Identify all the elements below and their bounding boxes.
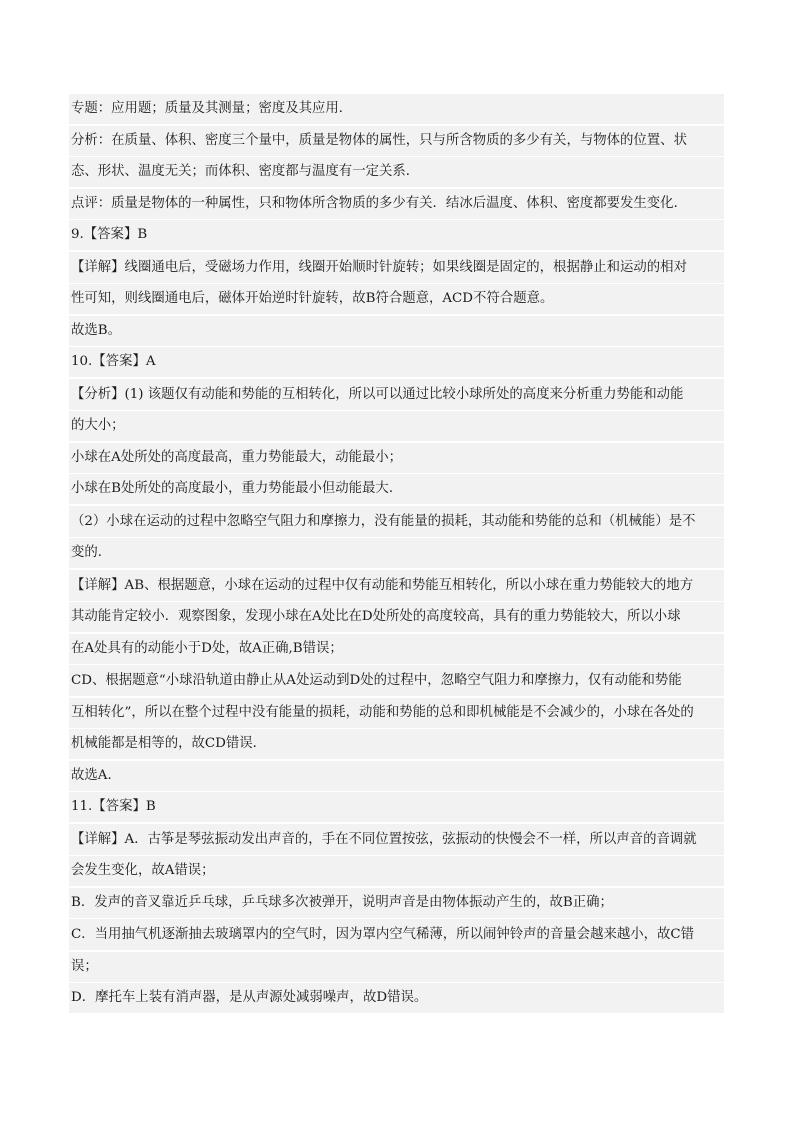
text-line: 小球在A处所处的高度最高，重力势能最大，动能最小； (69, 443, 724, 473)
answer-heading: 10.【答案】A (69, 347, 724, 377)
text-line: 变的． (69, 538, 724, 568)
text-line: 小球在B处所处的高度最小，重力势能最小但动能最大． (69, 474, 724, 504)
text-line: 在A处具有的动能小于D处，故A正确,B错误； (69, 634, 724, 664)
answer-explanations (69, 94, 724, 1015)
text-line: 态、形状、温度无关；而体积、密度都与温度有一定关系． (69, 157, 724, 187)
text-line: 分析：在质量、体积、密度三个量中，质量是物体的属性，只与所含物质的多少有关，与物体的位置、状 (69, 126, 724, 156)
text-line: 【详解】线圈通电后，受磁场力作用，线圈开始顺时针旋转；如果线圈是固定的，根据静止和运动的相对 (69, 252, 724, 283)
text-line: 性可知，则线圈通电后，磁体开始逆时针旋转，故B符合题意，ACD不符合题意。 (69, 284, 724, 314)
text-line: 【详解】A．古筝是琴弦振动发出声音的，手在不同位置按弦，弦振动的快慢会不一样，所以声音的音调就 (69, 824, 724, 855)
text-line: C．当用抽气机逐渐抽去玻璃罩内的空气时，因为罩内空气稀薄，所以闹钟铃声的音量会越来越小，故C错 (69, 919, 724, 950)
answer-heading: 9.【答案】B (69, 220, 724, 250)
text-line: （2）小球在运动的过程中忽略空气阻力和摩擦力，没有能量的损耗，其动能和势能的总和（机械能）是不 (69, 506, 724, 537)
answer-heading: 11.【答案】B (69, 792, 724, 822)
text-line: 机械能都是相等的，故CD错误． (69, 729, 724, 759)
text-line: 会发生变化，故A错误； (69, 856, 724, 886)
text-line: 误； (69, 952, 724, 982)
text-line: D．摩托车上装有消声器，是从声源处减弱噪声，故D错误。 (69, 983, 724, 1013)
text-line: 点评：质量是物体的一种属性，只和物体所含物质的多少有关．结冰后温度、体积、密度都要发生变化． (69, 189, 724, 219)
text-line: 故选A． (69, 761, 724, 791)
text-line: 其动能肯定较小．观察图象，发现小球在A处比在D处所处的高度较高，具有的重力势能较大，所以小球 (69, 602, 724, 632)
text-line: B．发声的音叉靠近乒乓球，乒乓球多次被弹开，说明声音是由物体振动产生的，故B正确； (69, 888, 724, 918)
text-line: 【分析】(1) 该题仅有动能和势能的互相转化，所以可以通过比较小球所处的高度来分析重力势能和动能 (69, 379, 724, 410)
text-line: 【详解】AB、根据题意，小球在运动的过程中仅有动能和势能互相转化，所以小球在重力势能较大的地方 (69, 570, 724, 601)
text-line: 故选B。 (69, 316, 724, 346)
text-line: 的大小； (69, 411, 724, 441)
text-line: 互相转化”，所以在整个过程中没有能量的损耗，动能和势能的总和即机械能是不会减少的，小球在各处的 (69, 698, 724, 728)
text-line: 专题：应用题；质量及其测量；密度及其应用． (69, 94, 724, 124)
text-line: CD、根据题意“小球沿轨道由静止从A处运动到D处的过程中，忽略空气阻力和摩擦力，仅有动能和势能 (69, 665, 724, 696)
